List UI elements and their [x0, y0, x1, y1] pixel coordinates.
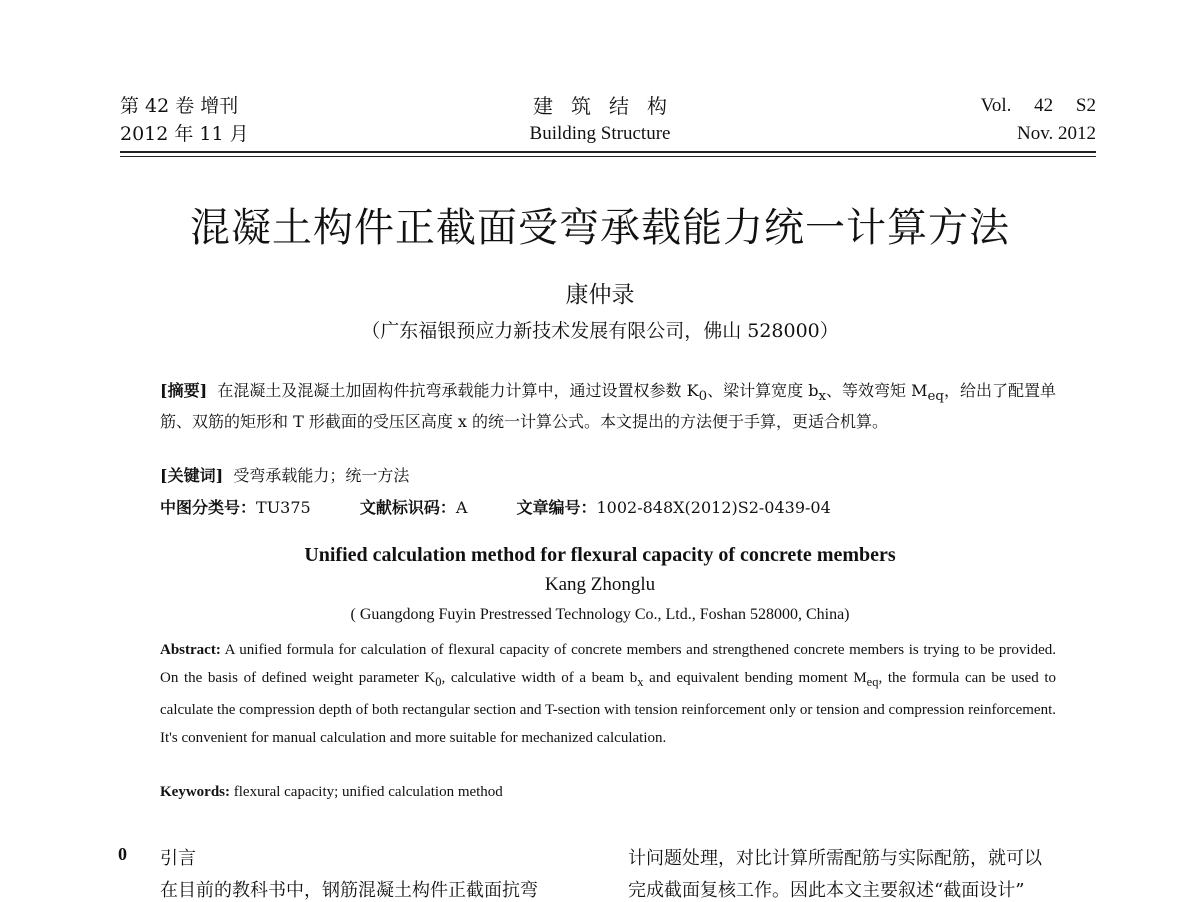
journal-name-en: Building Structure [529, 123, 671, 144]
abstract-en [160, 636, 1056, 752]
abstract-cn-text-c: 、等效弯矩 M [826, 381, 928, 400]
abstract-cn-text-d: ，给出了配置单筋、双筋的矩形和 T 形截面的受压区高度 x 的统一计算公式。本文提出的方法便于手算，更适合机算。 [160, 381, 1056, 432]
doc-code-label: 文献标识码： [359, 498, 456, 517]
header-journal-name [440, 92, 760, 148]
header-publication-month: 2012 年 11 月 [120, 123, 249, 145]
article-number-label: 文章编号： [516, 498, 597, 517]
paper-affiliation: （广东福银预应力新技术发展有限公司，佛山 528000） [361, 320, 839, 342]
section-number: 0 [118, 844, 127, 864]
body-right-column-line-1: 计问题处理，对比计算所需配筋与实际配筋，就可以 [628, 848, 1042, 869]
abstract-en-text-c: and equivalent bending moment M [643, 670, 867, 686]
keywords-cn-text: 受弯承载能力；统一方法 [233, 466, 410, 485]
doc-code-value: A [455, 498, 468, 517]
abstract-en-text-a: A unified formula for calculation of flexural capacity of concrete members and strengthened concrete members is trying to be provided. On the basis of defined weight parameter K [160, 642, 1056, 686]
article-number [516, 498, 830, 517]
abstract-cn-sub-x: x [818, 389, 826, 405]
abstract-cn [160, 378, 1056, 434]
abstract-cn-sub-eq: eq [927, 389, 944, 405]
classification-meta [160, 496, 875, 520]
header-date-en: Nov. 2012 [1017, 123, 1096, 144]
journal-name-cn: 建筑结构 [533, 94, 685, 118]
abstract-cn-text-a: 在混凝土及混凝土加固构件抗弯承载能力计算中，通过设置权参数 K [217, 381, 699, 400]
paper-author-en: Kang Zhonglu [544, 574, 656, 595]
abstract-en-text-b: , calculative width of a beam b [441, 670, 638, 686]
paper-title: 混凝土构件正截面受弯承载能力统一计算方法 [190, 205, 1010, 251]
abstract-cn-text-b: 、梁计算宽度 b [707, 381, 819, 400]
abstract-en-sub-eq: eq [866, 675, 879, 689]
abstract-cn-label: [摘要] [160, 381, 208, 400]
abstract-cn-sub-0: 0 [698, 389, 708, 405]
abstract-en-text-d: , the formula can be used to calculate the compression depth of both rectangular section and T-section with tension reinforcement only or tension and compression reinforcement. It's convenient for manual calculation and more suitable for mechanized calculation. [160, 670, 1056, 746]
header-rule-thick [120, 151, 1096, 153]
header-rule-thin [120, 156, 1096, 157]
header-vol-number: Vol. 42 S2 [980, 95, 1096, 116]
abstract-en-label: Abstract: [160, 642, 221, 658]
paper-affiliation-en: ( Guangdong Fuyin Prestressed Technology Co., Ltd., Foshan 528000, China) [350, 606, 850, 623]
clc-number [160, 498, 311, 517]
body-right-column-line-2: 完成截面复核工作。因此本文主要叙述“截面设计” [628, 880, 1025, 901]
paper-author: 康仲录 [565, 282, 635, 308]
keywords-cn-label: [关键词] [160, 466, 224, 485]
clc-label: 中图分类号： [160, 498, 257, 517]
keywords-en-label: Keywords: [160, 784, 230, 800]
abstract-en-sub-x: x [637, 675, 644, 689]
header-volume-issue: 第 42 卷 增刊 [120, 95, 239, 117]
paper-title-en: Unified calculation method for flexural capacity of concrete members [304, 544, 896, 566]
section-title: 引言 [160, 848, 196, 869]
keywords-en-text: flexural capacity; unified calculation method [233, 784, 503, 800]
keywords-en [160, 780, 503, 804]
body-left-column-line: 在目前的教科书中，钢筋混凝土构件正截面抗弯 [160, 880, 538, 901]
article-number-value: 1002-848X(2012)S2-0439-04 [596, 498, 831, 517]
abstract-en-sub-0: 0 [435, 675, 442, 689]
header-volume-info [120, 92, 249, 148]
clc-value: TU375 [256, 498, 311, 517]
header-volume-en [981, 92, 1096, 148]
document-code [360, 498, 468, 517]
keywords-cn [160, 464, 409, 488]
